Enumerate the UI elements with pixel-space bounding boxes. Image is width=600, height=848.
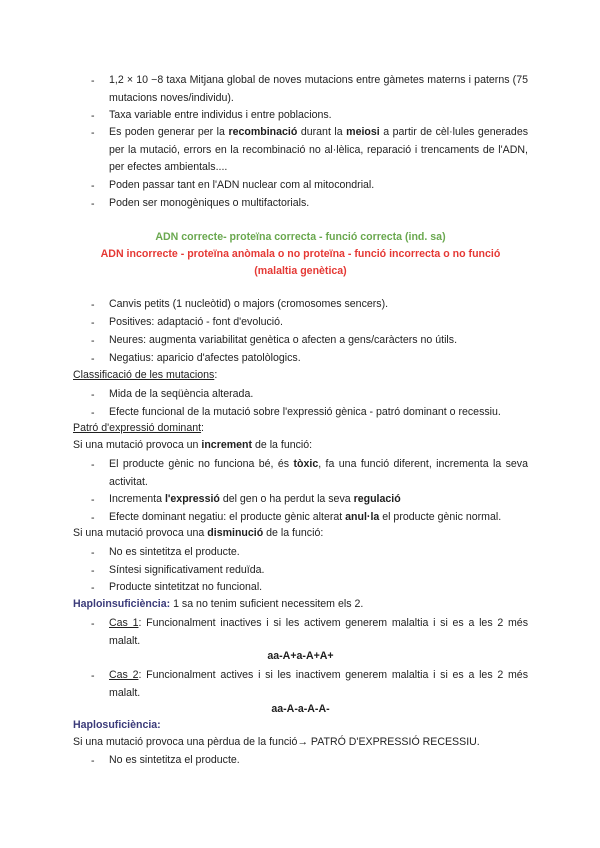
haplosufficiency-heading: Haplosuficiència: (73, 719, 161, 731)
bullet: - (91, 512, 95, 524)
bullet: - (91, 618, 95, 630)
genotype-formula: aa-A-a-A-A- (271, 703, 330, 715)
bullet: - (91, 353, 95, 365)
list-item: Es poden generar per la recombinació durant la meiosi a partir de cèl·lules generades per la mutació, errors en la recombinació no al·lèlica, reparació i trencaments de l'ADN, per efectes ambientals.... (109, 126, 529, 173)
list-item: 1,2 × 10 −8 taxa Mitjana global de noves mutacions entre gàmetes materns i paterns (75 mutacions noves/individu). (109, 74, 528, 104)
bullet: - (91, 180, 95, 192)
bullet: - (91, 335, 95, 347)
list-item: Incrementa l'expressió del gen o ha perdut la seva regulació (109, 493, 401, 505)
bullet: - (91, 582, 95, 594)
list-item: No es sintetitza el producte. (109, 754, 240, 766)
list-item: Mida de la seqüència alterada. (109, 388, 254, 400)
list-item: Positives: adaptació - font d'evolució. (109, 316, 283, 328)
bullet: - (91, 547, 95, 559)
bullet: - (91, 110, 95, 122)
list-item: Producte sintetitzat no funcional. (109, 581, 263, 593)
bullet: - (91, 317, 95, 329)
disease-dna-line: ADN incorrecte - proteïna anòmala o no proteïna - funció incorrecta o no funció (malaltia genètica) (100, 248, 501, 277)
bullet: - (91, 670, 95, 682)
list-item: Cas 1: Funcionalment inactives i si les activem generem malaltia i si es a les 2 més malalt. (109, 617, 528, 647)
bullet: - (91, 299, 95, 311)
bullet: - (91, 75, 95, 87)
list-item: Efecte dominant negatiu: el producte gènic alterat anul·la el producte gènic normal. (109, 511, 502, 523)
list-item: Poden passar tant en l'ADN nuclear com al mitocondrial. (109, 179, 375, 191)
list-item: Síntesi significativament reduïda. (109, 564, 265, 576)
bullet: - (91, 494, 95, 506)
paragraph: Si una mutació provoca un increment de la funció: (73, 439, 313, 451)
bullet: - (91, 198, 95, 210)
healthy-dna-line: ADN correcte- proteïna correcta - funció correcta (ind. sa) (155, 231, 446, 243)
bullet: - (91, 389, 95, 401)
bullet: - (91, 565, 95, 577)
haploinsufficiency-paragraph: Haploinsuficiència: 1 sa no tenim suficient necessitem els 2. (73, 598, 364, 610)
list-item: Taxa variable entre individus i entre poblacions. (109, 109, 332, 121)
bullet: - (91, 127, 95, 139)
genotype-formula: aa-A+a-A+A+ (267, 650, 334, 662)
paragraph: Si una mutació provoca una pèrdua de la funció→ PATRÓ D'EXPRESSIÓ RECESSIU. (73, 736, 480, 748)
list-item: El producte gènic no funciona bé, és tòxic, fa una funció diferent, incrementa la seva activitat. (109, 458, 528, 488)
list-item: Canvis petits (1 nucleòtid) o majors (cromosomes sencers). (109, 298, 389, 310)
list-item: Cas 2: Funcionalment actives i si les inactivem generem malaltia i si es a les 2 més malalt. (109, 669, 528, 699)
list-item: Neures: augmenta variabilitat genètica o afecten a gens/caràcters no útils. (109, 334, 458, 346)
list-item: Negatius: aparicio d'afectes patolòlogics. (109, 352, 301, 364)
bullet: - (91, 407, 95, 419)
bullet: - (91, 459, 95, 471)
list-item: No es sintetitza el producte. (109, 546, 240, 558)
classification-heading: Classificació de les mutacions: (73, 369, 218, 381)
dominant-heading: Patró d'expressió dominant: (73, 422, 204, 434)
paragraph: Si una mutació provoca una disminució de la funció: (73, 527, 324, 539)
bullet: - (91, 755, 95, 767)
list-item: Poden ser monogèniques o multifactorials. (109, 197, 310, 209)
list-item: Efecte funcional de la mutació sobre l'expressió gènica - patró dominant o recessiu. (109, 406, 501, 418)
